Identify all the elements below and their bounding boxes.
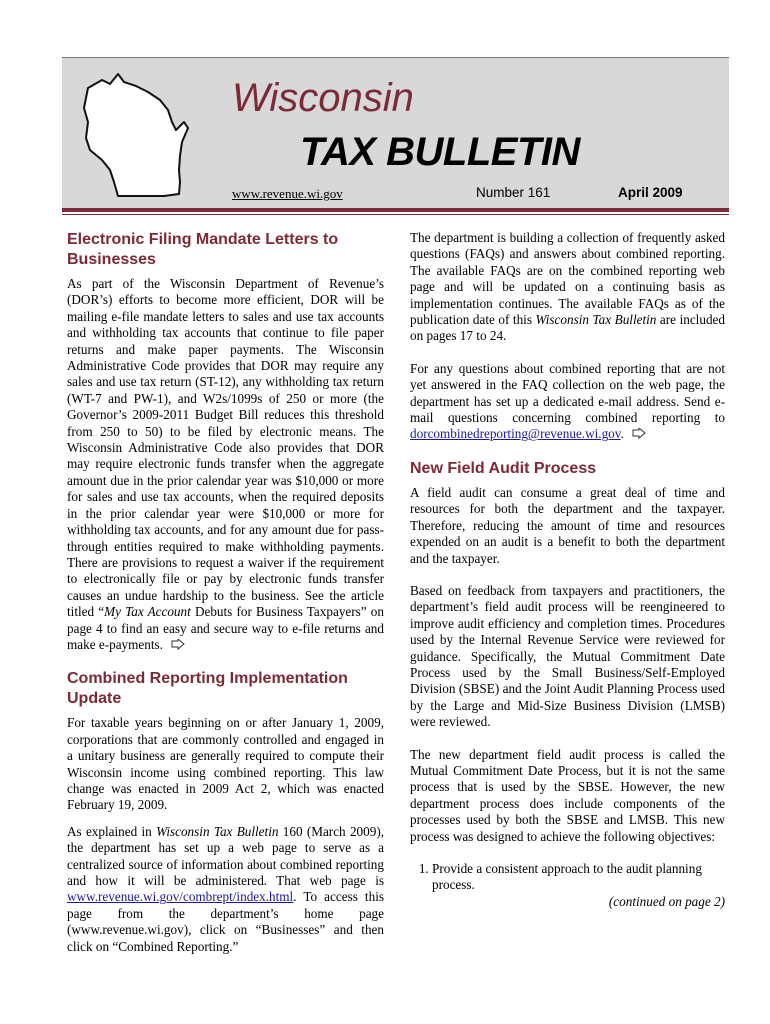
paragraph-field-audit-2: Based on feedback from taxpayers and practitioners, the department’s field audit process will be reengineered to improve audit efficiency and completion times. Procedures used by the Internal Revenue Service were reviewed for guidance. Specifically, the Mutual Commitment Date Process used by the Small Business/Self-Employed Division (SBSE) and the Joint Audit Planning Process used by the Large and Mid-Size Business Division (LMSB) were reviewed.: [410, 582, 725, 730]
list-item: 1. Provide a consistent approach to the audit planning process.: [432, 861, 725, 894]
paragraph-email-questions-text: For any questions about combined reporting that are not yet answered in the FAQ collection on the web page, the department has set up a dedicated e-mail address. Send e-mail questions concerning combined reporting to: [410, 360, 725, 426]
paragraph-combined-reporting-2-tail: . To access this page from the department’s home page (www.revenue.wi.gov), click on “Businesses” and then click on “Combined Reporting.”: [67, 889, 384, 954]
combined-reporting-email-link[interactable]: dorcombinedreporting@revenue.wi.gov: [410, 426, 621, 442]
right-column: [410, 230, 725, 910]
issue-number: Number 161: [476, 185, 551, 200]
article-end-icon: [632, 428, 646, 440]
paragraph-faq-tail: are included on pages 17 to 24.: [410, 312, 725, 344]
paragraph-faq-text: The department is building a collection of frequently asked questions (FAQs) and answers about combined reporting. The available FAQs are on the combined reporting web page and will be updated on a continuing basis as implementation continues. The available FAQs as of the publication date of this: [410, 230, 725, 328]
paragraph-combined-reporting-2-intro: As explained in: [67, 823, 157, 839]
paragraph-field-audit-1: A field audit can consume a great deal of time and resources for both the department and the taxpayer. Therefore, reducing the amount of time and resources expended on an audit is a benefit to both the department and the taxpayer.: [410, 484, 725, 566]
heading-combined-reporting: Combined Reporting Implementation Update: [67, 670, 348, 708]
article-end-icon: [171, 639, 185, 651]
paragraph-combined-reporting-1: For taxable years beginning on or after January 1, 2009, corporations that are commonly controlled and engaged in a unitary business are generally required to compute their Wisconsin income using combined reporting. This law change was enacted in 2009 Act 2, which was enacted February 19, 2009.: [67, 715, 384, 813]
combined-reporting-page-link[interactable]: www.revenue.wi.gov/combrept/index.html: [67, 889, 294, 905]
paragraph-electronic-filing: [67, 276, 384, 653]
masthead-rule-thick: [62, 208, 729, 212]
issue-date: April 2009: [618, 185, 683, 200]
paragraph-electronic-filing-tail: Debuts for Business Taxpayers” on page 4 to find an easy and secure way to e-file returns and make e-payments.: [67, 604, 384, 652]
paragraph-electronic-filing-text: As part of the Wisconsin Department of Revenue’s (DOR’s) efforts to become more efficient, DOR will be mailing e-file mandate letters to sales and use tax accounts and withholding tax accounts that continue to file paper returns and make paper payments. The Wisconsin Administrative Code provides that DOR may require any sales and use tax return (ST-12), any withholding tax return (WT-7 and PW-1), and W2s/1099s of 250 or more (the Governor’s 2009-2011 Budget Bill reduces this threshold from 250 to 50) to be filed by electronic means. The Wisconsin Administrative Code also provides that DOR may require electronic funds transfer when the aggregate amount due in the prior calendar year was $10,000 or more for sales and use tax accounts, when the required deposits in the prior calendar year were $10,000 or more for withholding tax accounts, and for any amount due for pass-through entities required to make withholding payments. There are provisions to request a waiver if the requirement to electronically file or pay by electronic funds transfer causes an undue hardship to the business. See the article titled “: [67, 276, 384, 620]
masthead-title-wisconsin: Wisconsin: [232, 76, 414, 120]
objectives-list: [410, 861, 725, 894]
paragraph-field-audit-3: The new department field audit process is called the Mutual Commitment Date Process, but it is not the same process that is used by the SBSE. However, the new department process does include components of the processes used by both the SBSE and LMSB. This new process was designed to achieve the following objectives:: [410, 746, 725, 844]
paragraph-combined-reporting-2: [67, 824, 384, 955]
heading-electronic-filing: Electronic Filing Mandate Letters to Businesses: [67, 231, 339, 268]
paragraph-email-questions: [410, 361, 725, 443]
paragraph-faq: [410, 230, 725, 345]
continued-note: (continued on page 2): [608, 893, 725, 909]
bulletin-title-ref: Wisconsin Tax Bulletin: [156, 823, 279, 839]
paragraph-combined-reporting-2-text: 160 (March 2009), the department has set up a web page to serve as a centralized source of information about combined reporting and how it will be administered. That web page is: [67, 823, 385, 888]
bulletin-title-ref-2: Wisconsin Tax Bulletin: [535, 312, 657, 328]
heading-new-field-audit: New Field Audit Process: [410, 459, 597, 477]
masthead-title-tax-bulletin: TAX BULLETIN: [300, 130, 580, 174]
my-tax-account-title: My Tax Account: [104, 604, 191, 620]
wisconsin-map-icon: [80, 70, 195, 205]
masthead-website-link[interactable]: www.revenue.wi.gov: [232, 186, 343, 201]
left-column: [67, 230, 384, 955]
masthead-rule-thin: [62, 214, 729, 215]
paragraph-email-questions-tail: .: [620, 426, 624, 442]
